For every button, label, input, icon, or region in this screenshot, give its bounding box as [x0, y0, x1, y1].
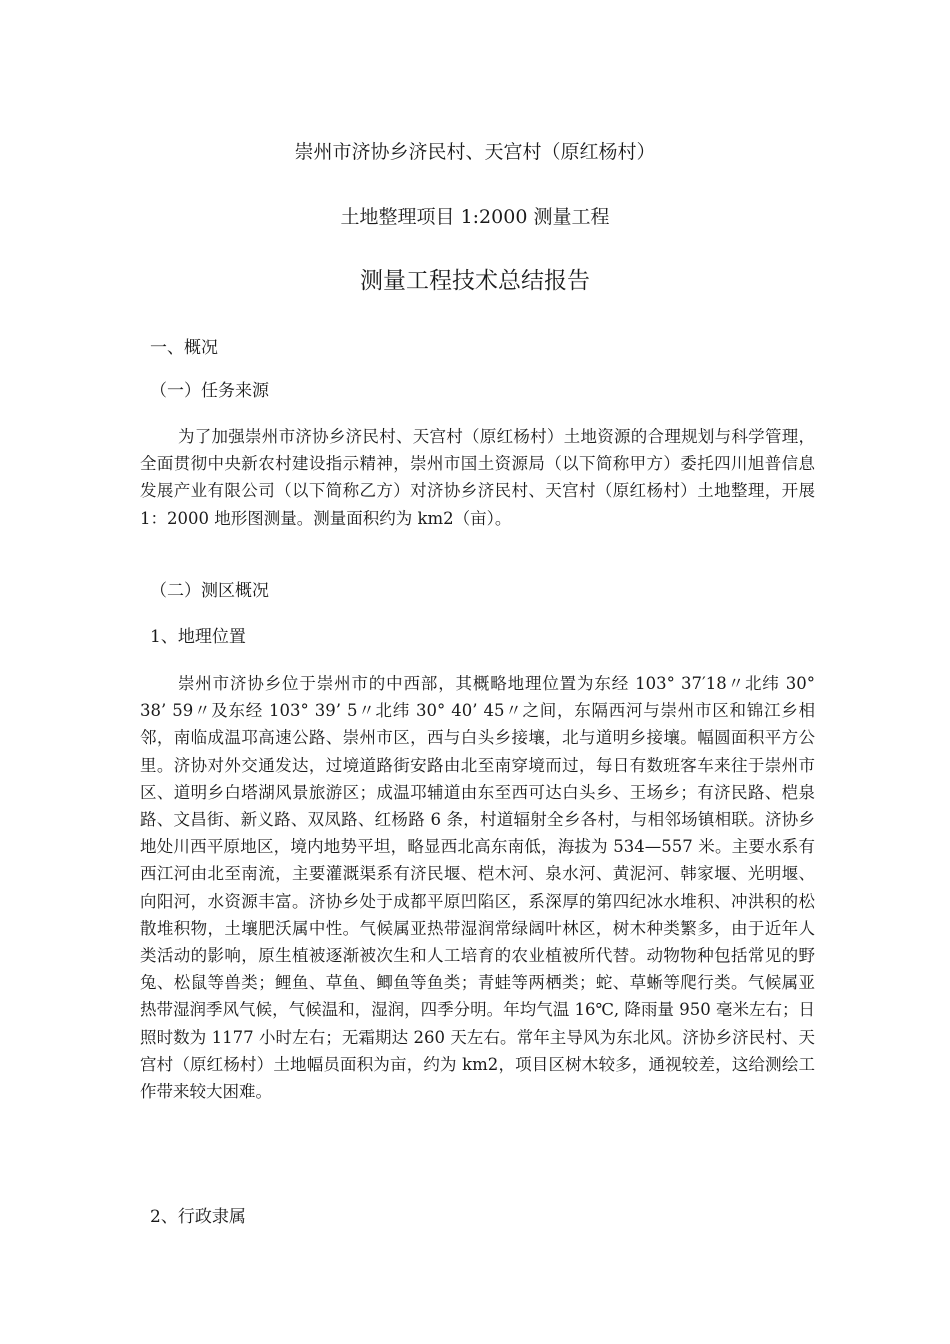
- title-line-2: 土地整理项目 1:2000 测量工程: [340, 206, 610, 228]
- item-heading-administrative: 2、行政隶属: [150, 1207, 246, 1227]
- title-line-1: 崇州市济协乡济民村、天宫村（原红杨村）: [294, 141, 656, 163]
- subsection-heading-survey-area: （二）测区概况: [150, 581, 269, 601]
- report-title: 测量工程技术总结报告: [360, 268, 590, 294]
- item-heading-geographic-location: 1、地理位置: [150, 627, 246, 647]
- section-heading-overview: 一、概况: [150, 338, 218, 358]
- subsection-heading-task-source: （一）任务来源: [150, 381, 269, 401]
- task-source-paragraph: 为了加强崇州市济协乡济民村、天宫村（原红杨村）土地资源的合理规划与科学管理，全面贯彻中央新农村建设指示精神，崇州市国土资源局（以下简称甲方）委托四川旭普信息发展产业有限公司（以下简称乙方）对济协乡济民村、天宫村（原红杨村）土地整理，开展 1：2000 地形图测量。测量面积约为 km2（亩）。: [140, 427, 815, 528]
- geographic-location-paragraph: 崇州市济协乡位于崇州市的中西部，其概略地理位置为东经 103° 37′18〃北纬 30° 38’ 59〃及东经 103° 39’ 5〃北纬 30° 40’ 45〃之间，东隔西河与崇州市区和锦江乡相邻，南临成温邛高速公路、崇州市区，西与白头乡接壤，北与道明乡接壤。幅圆面积平方公里。济协对外交通发达，过境道路街安路由北至南穿境而过，每日有数班客车来往于崇州市区、道明乡白塔湖风景旅游区；成温邛辅道由东至西可达白头乡、王场乡；有济民路、桤泉路、文昌街、新义路、双凤路、红杨路 6 条，村道辐射全乡各村，与相邻场镇相联。济协乡地处川西平原地区，境内地势平坦，略显西北高东南低，海拔为 534—557 米。主要水系有西江河由北至南流，主要灌溉渠系有济民堰、桤木河、泉水河、黄泥河、韩家堰、光明堰、向阳河，水资源丰富。济协乡处于成都平原凹陷区，系深厚的第四纪冰水堆积、冲洪积的松散堆积物，土壤肥沃属中性。气候属亚热带湿润常绿阔叶林区，树木种类繁多，由于近年人类活动的影响，原生植被逐渐被次生和人工培育的农业植被所代替。动物物种包括常见的野兔、松鼠等兽类；鲤鱼、草鱼、鲫鱼等鱼类；青蛙等两栖类；蛇、草蜥等爬行类。气候属亚热带湿润季风气候，气候温和，湿润，四季分明。年均气温 16℃, 降雨量 950 毫米左右；日照时数为 1177 小时左右；无霜期达 260 天左右。常年主导风为东北风。济协乡济民村、天宫村（原红杨村）土地幅员面积为亩，约为 km2，项目区树木较多，通视较差，这给测绘工作带来较大困难。: [140, 674, 815, 1102]
